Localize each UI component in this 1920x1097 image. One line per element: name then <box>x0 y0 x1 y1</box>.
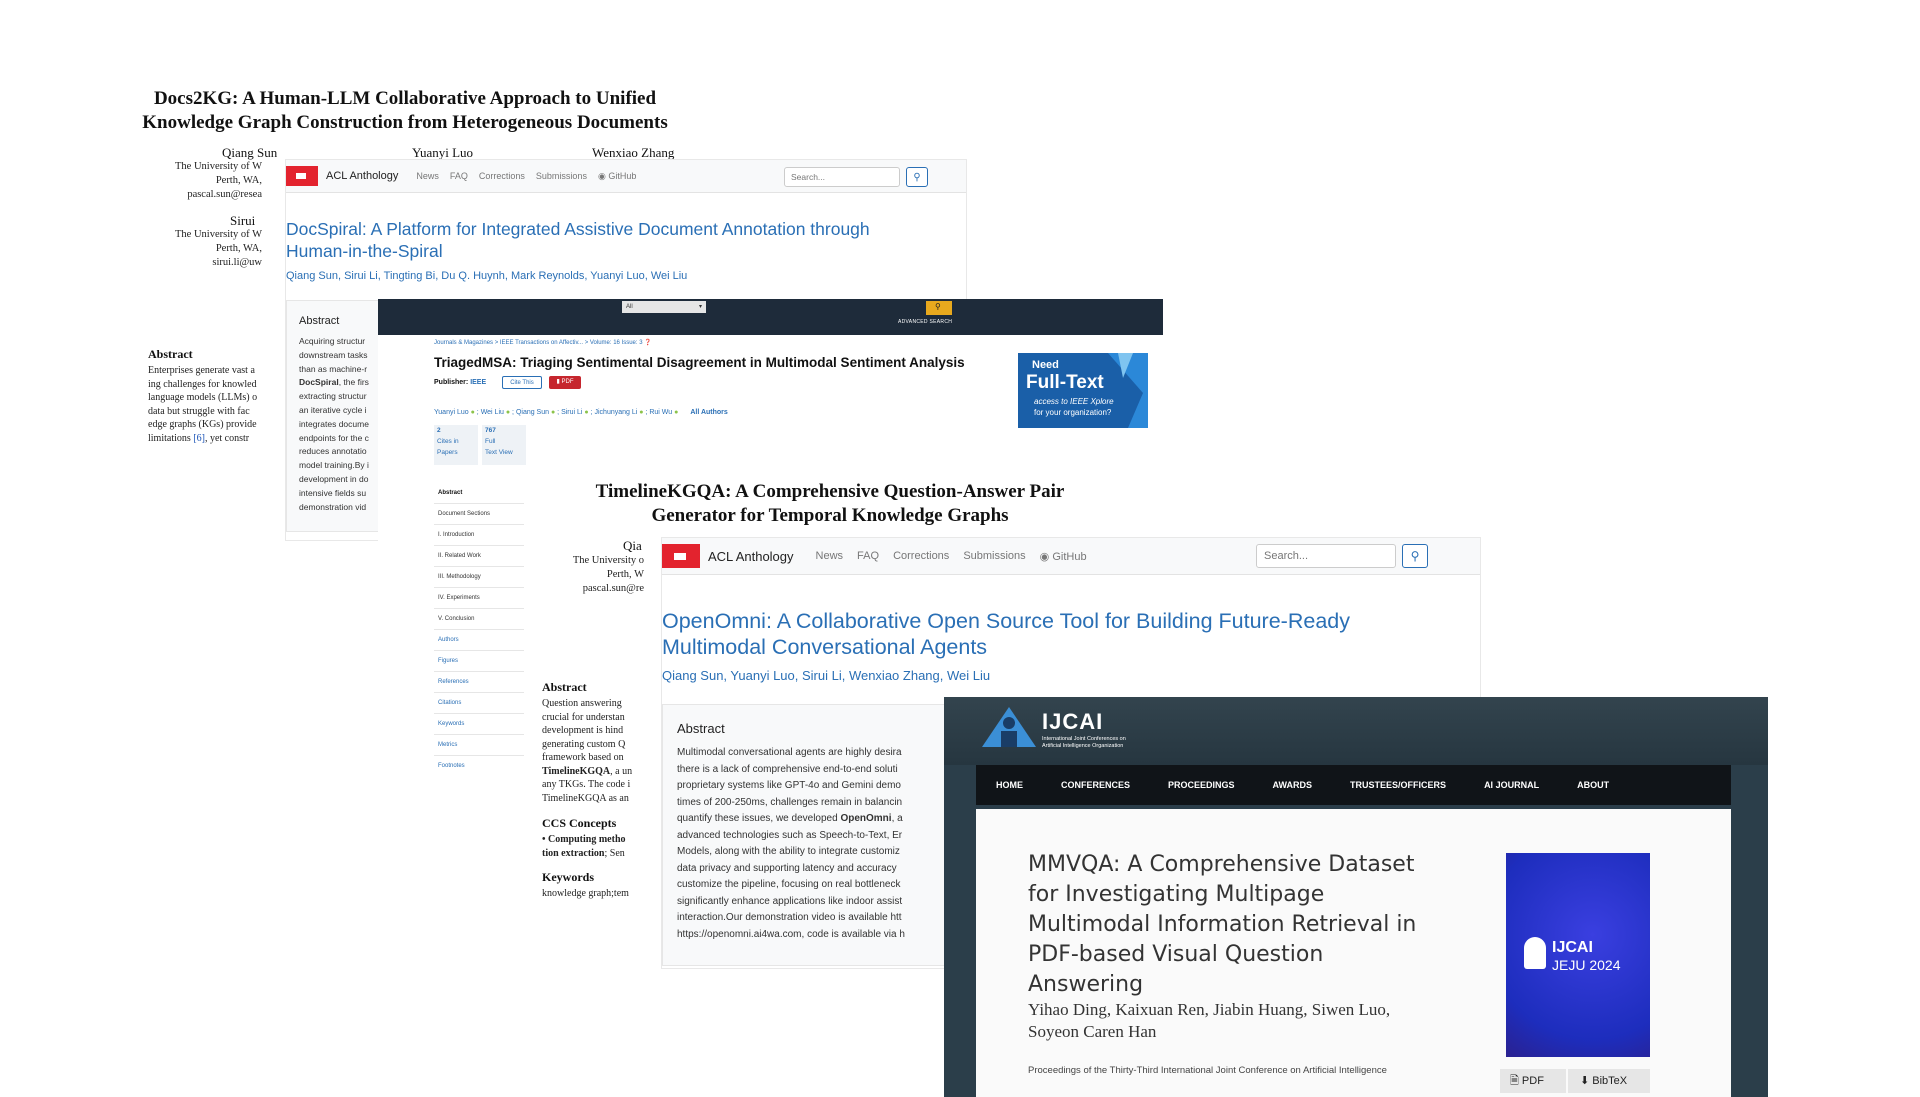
ad-line: access to IEEE Xplore <box>1034 397 1114 406</box>
author-name: Qiang Sun <box>222 145 278 160</box>
search-input[interactable]: Search... <box>1256 544 1396 568</box>
abstract-line: downstream tasks <box>299 349 368 360</box>
abstract-line: data but struggle with fac <box>148 405 250 417</box>
paper-title-line: Answering <box>1028 972 1144 997</box>
paper-title <box>1028 850 1416 1000</box>
abstract-line: extracting structur <box>299 391 367 402</box>
search-button[interactable] <box>906 167 928 187</box>
pdf-icon: ▮ <box>556 379 560 385</box>
abstract-line: data privacy and supporting latency and accuracy <box>677 862 897 874</box>
sidebar-item-document-sections[interactable]: Document Sections <box>434 504 524 525</box>
acl-menu <box>416 171 636 182</box>
affiliation-line: pascal.sun@resea <box>187 189 262 200</box>
abstract-line: ing challenges for knowled <box>148 378 257 390</box>
sidebar-item-references[interactable]: References <box>434 672 524 693</box>
acl-navbar <box>662 538 1480 575</box>
abstract-text <box>677 745 905 943</box>
paper-authors <box>1028 999 1390 1043</box>
author-affiliation <box>150 160 262 202</box>
download-icon: ⬇ <box>1580 1075 1590 1087</box>
github-icon: ◉ <box>597 170 606 181</box>
search-icon: ⚲ <box>935 302 941 311</box>
sidebar-item-figures[interactable]: Figures <box>434 651 524 672</box>
orcid-icon[interactable]: ● <box>582 409 589 416</box>
affiliation-line: The University of W <box>175 161 262 172</box>
menu-github-label: GitHub <box>608 170 637 181</box>
abstract-line: https://openomni.ai4wa.com, code is available via h <box>677 928 905 940</box>
abstract-line: interaction.Our demonstration video is available htt <box>677 912 902 923</box>
abstract-line <box>542 765 642 779</box>
abstract-text-span: quantify these issues, we developed <box>677 813 841 824</box>
author-link[interactable]: Yuanyi Luo <box>434 409 469 416</box>
acl-brand[interactable]: ACL Anthology <box>708 548 794 564</box>
menu-submissions[interactable]: Submissions <box>963 549 1026 562</box>
paper-title-line: for Investigating Multipage <box>1028 882 1325 907</box>
ijcai-window <box>944 697 1768 1097</box>
abstract-heading: Abstract <box>542 680 587 694</box>
ad-line: for your organization? <box>1034 408 1112 417</box>
metric-label: Text View <box>485 449 513 456</box>
abstract-line: there is a lack of comprehensive end-to-end soluti <box>677 763 898 775</box>
paper-title-line2: Human-in-the-Spiral <box>286 241 443 261</box>
author-link[interactable]: Jichunyang Li <box>594 409 638 416</box>
nav-ai-journal[interactable]: AI JOURNAL <box>1484 780 1540 790</box>
sidebar-item-methodology[interactable]: III. Methodology <box>434 567 524 588</box>
abstract-line: significantly enhance applications like indoor assist <box>677 895 903 907</box>
abstract-line: demonstration vid <box>299 501 367 512</box>
abstract-line: generating custom Q <box>542 738 626 750</box>
search-scope-select[interactable] <box>622 301 706 313</box>
sidebar-item-metrics[interactable]: Metrics <box>434 735 524 756</box>
abstract-line: an iterative cycle i <box>299 404 367 415</box>
publisher <box>434 379 486 386</box>
cover-event: JEJU 2024 <box>1552 957 1621 973</box>
ijcai-brand-subtitle <box>1042 736 1126 750</box>
citation-link[interactable]: [6] <box>193 432 205 444</box>
authors-line: Soyeon Caren Han <box>1028 1022 1157 1041</box>
search-button[interactable] <box>1402 544 1428 568</box>
abstract-bold: OpenOmni <box>840 813 892 824</box>
paper-title: TriagedMSA: Triaging Sentimental Disagreement in Multimodal Sentiment Analysis <box>434 355 965 370</box>
abstract-line <box>148 432 262 446</box>
ijcai-page <box>976 809 1731 1097</box>
ad-need: Need <box>1032 359 1059 371</box>
menu-github[interactable] <box>598 171 636 182</box>
menu-corrections[interactable]: Corrections <box>893 549 950 562</box>
proceedings-cover[interactable] <box>1506 853 1650 1057</box>
nav-awards[interactable]: AWARDS <box>1272 780 1313 790</box>
acl-logo-icon[interactable] <box>286 166 318 186</box>
abstract-text <box>299 335 369 514</box>
affiliation-line: The University o <box>572 555 644 566</box>
dol-hareubang-icon <box>1524 937 1546 969</box>
ieee-search-bar <box>378 299 1163 335</box>
acl-brand[interactable]: ACL Anthology <box>326 170 399 182</box>
sidebar-item-citations[interactable]: Citations <box>434 693 524 714</box>
abstract-bold: DocSpiral <box>299 377 339 388</box>
paper-title-line1: DocSpiral: A Platform for Integrated Assistive Document Annotation through <box>286 219 870 239</box>
abstract-heading: Abstract <box>299 315 340 327</box>
abstract-heading: Abstract <box>148 347 193 361</box>
metric-value: 2 <box>437 427 441 434</box>
abstract-text-span: limitations <box>148 432 194 444</box>
paper-title-line2: Generator for Temporal Knowledge Graphs <box>651 505 1009 526</box>
paper-title[interactable] <box>286 218 870 262</box>
abstract-line: edge graphs (KGs) provide <box>148 419 257 430</box>
abstract-text-span: , yet constr <box>204 432 250 444</box>
search-button[interactable] <box>926 301 952 315</box>
menu-faq[interactable]: FAQ <box>449 170 468 181</box>
acl-navbar <box>286 160 966 193</box>
affiliation-line: pascal.sun@re <box>582 583 644 594</box>
ccs-bold: tion extraction <box>542 847 605 859</box>
metric-label: Cites in <box>437 438 459 445</box>
paper-title-line1: OpenOmni: A Collaborative Open Source Tool for Building Future-Ready <box>662 609 1350 633</box>
cite-this-button[interactable]: Cite This <box>502 376 542 389</box>
ccs-heading: CCS Concepts <box>542 816 617 830</box>
abstract-line: Models, along with the ability to integrate customiz <box>677 846 900 857</box>
menu-faq[interactable]: FAQ <box>857 549 880 562</box>
all-authors-link[interactable]: All Authors <box>690 409 728 416</box>
abstract-line: customize the pipeline, focusing on real bottleneck <box>677 879 901 890</box>
metric-label: Papers <box>437 449 458 456</box>
abstract-line: intensive fields su <box>299 487 367 498</box>
ccs-line <box>542 847 642 861</box>
proceedings-line: Proceedings of the Thirty-Third International Joint Conference on Artificial Intelligence <box>1028 1065 1387 1076</box>
abstract-line: proprietary systems like GPT-4o and Gemini demo <box>677 780 901 791</box>
metric-value: 767 <box>485 427 496 434</box>
author-name: Sirui <box>230 213 256 228</box>
paper-title-line2: Multimodal Conversational Agents <box>662 635 988 659</box>
author-name: Yuanyi Luo <box>412 145 474 160</box>
keywords-text: knowledge graph;tem <box>542 888 629 899</box>
menu-corrections[interactable]: Corrections <box>478 170 525 181</box>
bibtex-download-button[interactable] <box>1568 1069 1650 1093</box>
abstract-heading: Abstract <box>677 721 725 736</box>
abstract-line: model training.By i <box>299 460 369 471</box>
abstract-line: Question answering <box>542 698 622 709</box>
menu-github[interactable] <box>1040 550 1087 563</box>
sidebar-item-abstract[interactable]: Abstract <box>434 483 524 504</box>
advanced-search-link[interactable]: ADVANCED SEARCH <box>898 319 953 325</box>
abstract-line: than as machine-r <box>299 363 368 374</box>
sidebar-item-experiments[interactable]: IV. Experiments <box>434 588 524 609</box>
menu-submissions[interactable]: Submissions <box>535 170 587 181</box>
breadcrumb-text: Journals & Magazines > IEEE Transactions on Affectiv... > Volume: 16 Issue: 3 <box>434 340 643 346</box>
metric-label: Full <box>485 438 496 445</box>
affiliation-line: The University of W <box>175 229 262 240</box>
author-affiliation <box>530 554 644 596</box>
sidebar-item-keywords[interactable]: Keywords <box>434 714 524 735</box>
abstract-line: integrates docume <box>299 418 369 429</box>
menu-github-label: GitHub <box>1052 550 1087 563</box>
author-affiliation <box>150 228 262 270</box>
ijcai-logo-icon <box>980 705 1038 749</box>
ccs-line: • Computing metho <box>542 834 626 845</box>
paper-title-line2: Knowledge Graph Construction from Heterogeneous Documents <box>142 112 668 133</box>
abstract-line: Multimodal conversational agents are highly desira <box>677 747 902 758</box>
orcid-icon[interactable]: ● <box>503 409 511 416</box>
paper-title <box>100 87 710 135</box>
menu-news[interactable]: News <box>815 549 844 562</box>
nav-home[interactable]: HOME <box>996 780 1023 790</box>
abstract-line: language models (LLMs) o <box>148 392 258 403</box>
pdf-button[interactable] <box>549 376 581 389</box>
pdf-label: PDF <box>1521 1075 1544 1087</box>
pdf-download-button[interactable] <box>1500 1069 1566 1093</box>
affiliation-line: Perth, W <box>606 569 644 580</box>
nav-conferences[interactable]: CONFERENCES <box>1061 780 1131 790</box>
abstract-line <box>677 811 905 828</box>
publisher-name[interactable]: IEEE <box>470 379 487 386</box>
metric-cites[interactable] <box>434 425 478 465</box>
ad-fulltext: Full-Text <box>1026 372 1104 393</box>
abstract-line: any TKGs. The code i <box>542 779 631 790</box>
author-link[interactable]: Qiang Sun <box>515 409 550 416</box>
paper-title-line: Multimodal Information Retrieval in <box>1028 912 1417 937</box>
ijcai-nav <box>976 765 1731 805</box>
github-icon: ◉ <box>1039 550 1050 563</box>
abstract-text <box>148 364 262 445</box>
ccs-text <box>542 833 642 860</box>
affiliation-line: sirui.li@uw <box>212 257 262 268</box>
publisher-label: Publisher: <box>434 379 469 386</box>
search-icon: ⚲ <box>1410 549 1420 563</box>
abstract-text <box>542 697 642 805</box>
nav-trustees-officers[interactable]: TRUSTEES/OFFICERS <box>1350 780 1447 790</box>
acl-menu <box>816 550 1087 563</box>
fulltext-ad-banner[interactable] <box>1018 353 1148 428</box>
abstract-line: Acquiring structur <box>299 336 366 346</box>
abstract-line: crucial for understan <box>542 711 625 723</box>
abstract-line: framework based on <box>542 752 624 763</box>
paper-title-line1: TimelineKGQA: A Comprehensive Question-Answer Pair <box>595 481 1065 502</box>
paper-authors[interactable]: Qiang Sun, Yuanyi Luo, Sirui Li, Wenxiao Zhang, Wei Liu <box>662 668 991 683</box>
paper-title[interactable] <box>662 608 1350 660</box>
bibtex-label: BibTeX <box>1592 1075 1628 1087</box>
brand-sub-line: Artificial Intelligence Organization <box>1042 743 1124 749</box>
ccs-text-span: ; Sen <box>604 847 625 859</box>
breadcrumb[interactable] <box>434 339 652 346</box>
author-link[interactable]: Sirui Li <box>561 409 583 416</box>
orcid-icon[interactable]: ● <box>672 409 679 416</box>
affiliation-line: Perth, WA, <box>215 243 262 254</box>
metric-fulltext-views[interactable] <box>482 425 526 465</box>
sidebar-item-footnotes[interactable]: Footnotes <box>434 756 524 769</box>
pdf-label: PDF <box>561 379 574 385</box>
abstract-text-span: , a <box>891 813 903 824</box>
sidebar-item-introduction[interactable]: I. Introduction <box>434 525 524 546</box>
abstract-line: endpoints for the c <box>299 432 369 443</box>
nav-proceedings[interactable]: PROCEEDINGS <box>1168 780 1235 790</box>
author-name: Qia <box>623 538 642 553</box>
orcid-icon[interactable]: ● <box>549 409 556 416</box>
nav-about[interactable]: ABOUT <box>1577 780 1610 790</box>
keywords-heading: Keywords <box>542 870 594 884</box>
abstract-line: development in do <box>299 473 369 484</box>
brand-sub-line: International Joint Conferences on <box>1042 736 1126 742</box>
abstract-line: TimelineKGQA as an <box>542 792 629 804</box>
author-list: Yuanyi Luo ● ; Wei Liu ● ; Qiang Sun ● ; Sirui Li ● ; Jichunyang Li ● ; Rui Wu ● All Authors <box>434 409 728 416</box>
paper-title-line1: Docs2KG: A Human-LLM Collaborative Approach to Unified <box>153 88 657 109</box>
orcid-icon[interactable]: ● <box>468 409 475 416</box>
paper-title-line: MMVQA: A Comprehensive Dataset <box>1028 852 1415 877</box>
abstract-text-span: , a un <box>610 765 633 777</box>
menu-news[interactable]: News <box>416 170 439 181</box>
affiliation-line: Perth, WA, <box>215 175 262 186</box>
authors-line: Yihao Ding, Kaixuan Ren, Jiabin Huang, Siwen Luo, <box>1028 1000 1391 1019</box>
chevron-down-icon: ▾ <box>698 304 702 310</box>
abstract-text-span: , the firs <box>338 377 369 388</box>
abstract-line: times of 200-250ms, challenges remain in balancin <box>677 796 903 808</box>
abstract-line: development is hind <box>542 725 624 736</box>
author-link[interactable]: Rui Wu <box>649 409 673 416</box>
document-sidebar <box>434 483 524 769</box>
sidebar-item-related-work[interactable]: II. Related Work <box>434 546 524 567</box>
sidebar-item-authors[interactable]: Authors <box>434 630 524 651</box>
cover-brand: IJCAI <box>1552 939 1593 956</box>
pdf-icon: 🗎 <box>1510 1075 1519 1087</box>
abstract-line: reduces annotatio <box>299 446 367 457</box>
help-icon[interactable]: ❓ <box>644 340 652 346</box>
author-name: Wenxiao Zhang <box>592 145 675 160</box>
author-link[interactable]: Wei Liu <box>480 409 504 416</box>
paper-title-line: PDF-based Visual Question <box>1028 942 1324 967</box>
abstract-line <box>299 376 369 390</box>
paper-title <box>530 480 1130 528</box>
search-icon: ⚲ <box>913 171 921 183</box>
ijcai-brand: IJCAI <box>1042 709 1104 734</box>
abstract-line: advanced technologies such as Speech-to-Text, Er <box>677 829 903 841</box>
search-scope-value: All <box>626 304 633 310</box>
orcid-icon[interactable]: ● <box>637 409 644 416</box>
acl-logo-icon[interactable] <box>662 544 700 568</box>
paper-authors[interactable]: Qiang Sun, Sirui Li, Tingting Bi, Du Q. Huynh, Mark Reynolds, Yuanyi Luo, Wei Liu <box>286 270 688 282</box>
sidebar-item-conclusion[interactable]: V. Conclusion <box>434 609 524 630</box>
abstract-bold: TimelineKGQA <box>542 765 611 777</box>
search-input[interactable]: Search... <box>784 167 900 187</box>
abstract-line: Enterprises generate vast a <box>148 365 255 376</box>
